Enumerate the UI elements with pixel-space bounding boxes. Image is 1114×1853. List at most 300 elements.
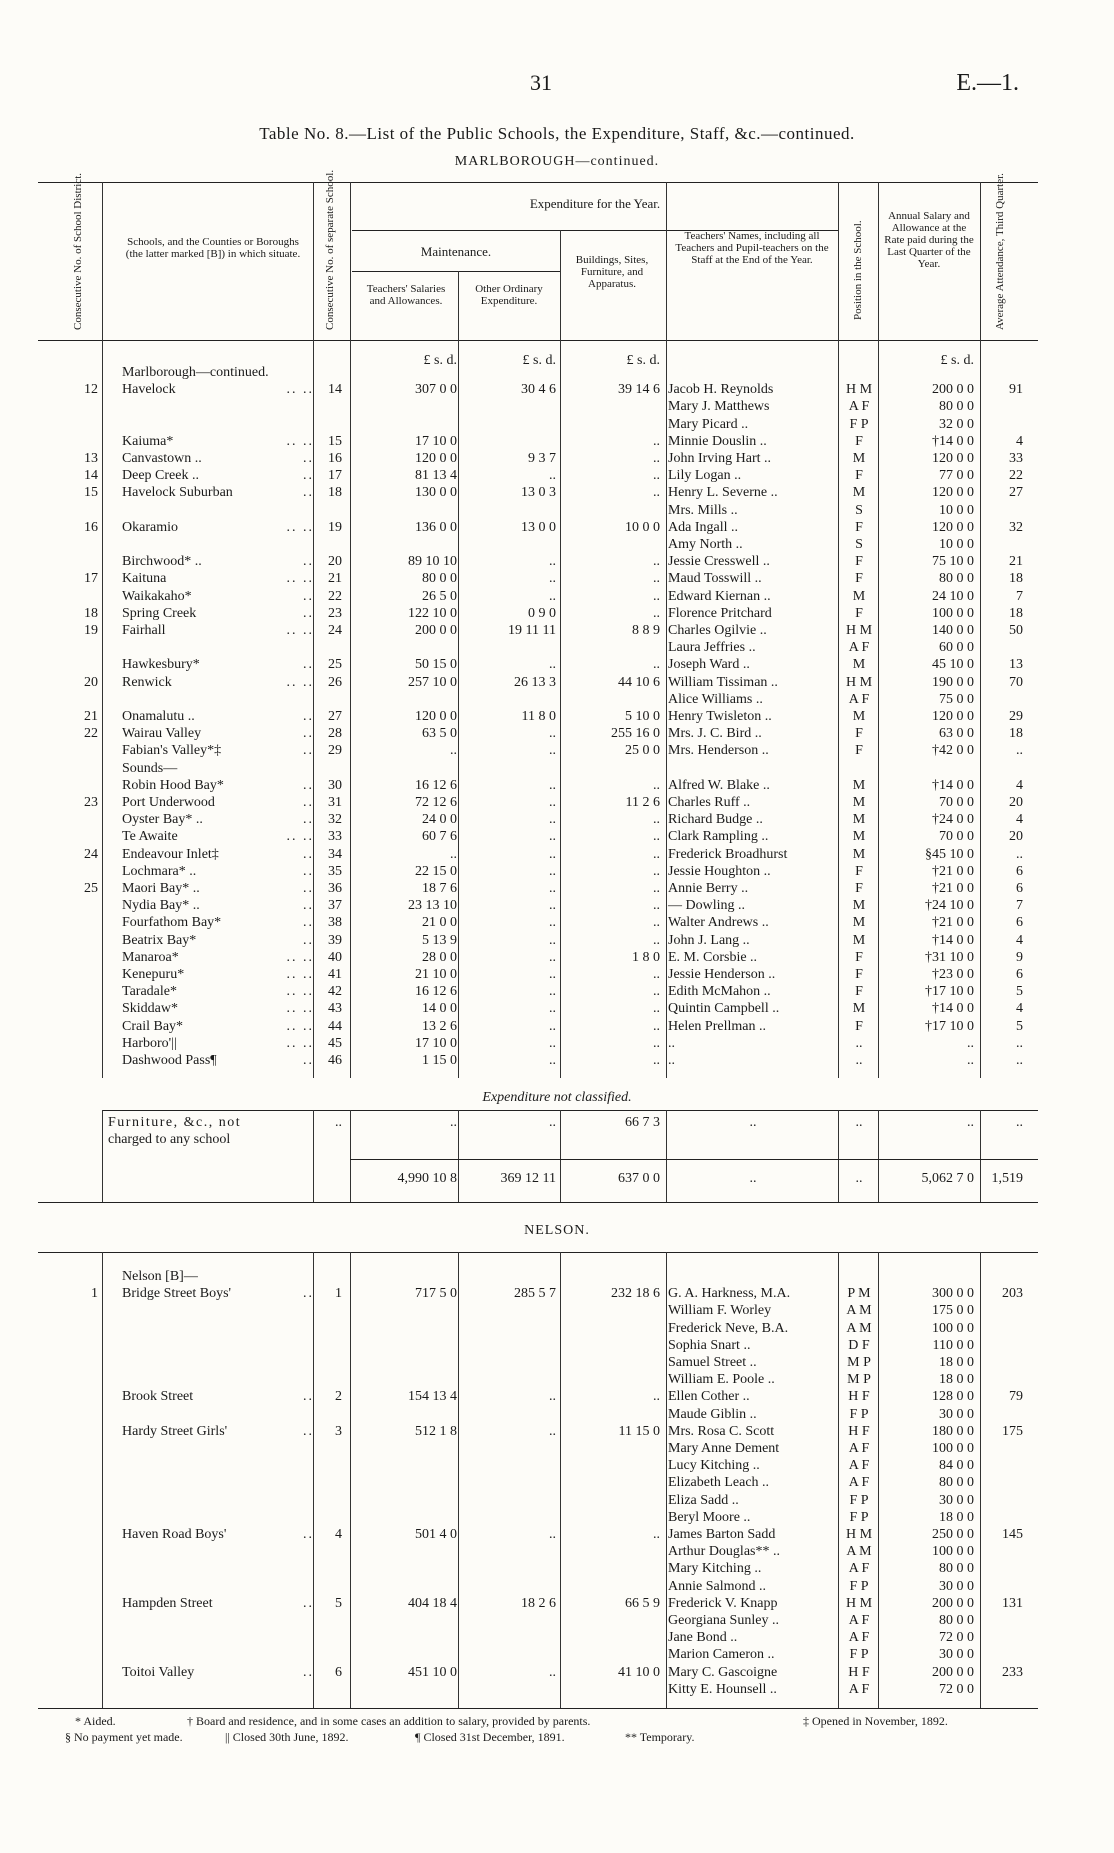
- position: A F: [848, 1681, 870, 1697]
- table-row: [0, 880, 1114, 897]
- school-name: Skiddaw*: [122, 1001, 178, 1017]
- school-no: 44: [328, 1018, 342, 1034]
- buildings-expenditure: ..: [653, 468, 660, 484]
- other-expenditure: ..: [549, 1053, 556, 1068]
- other-expenditure: 285 5 7: [514, 1286, 556, 1302]
- average-attendance: 6: [1016, 881, 1023, 896]
- school-no: 34: [328, 846, 342, 862]
- teacher-name: William Tissiman ..: [668, 674, 778, 690]
- furniture-buildings: 66 7 3: [625, 1115, 660, 1130]
- teacher-name: Jessie Henderson ..: [668, 967, 776, 982]
- buildings-expenditure: ..: [653, 812, 660, 828]
- annual-salary: 100 0 0: [932, 1320, 974, 1336]
- table-row: [0, 1052, 1114, 1069]
- teachers-salaries: ..: [450, 743, 457, 759]
- leader-dots: .. ..: [286, 382, 314, 398]
- header-annual-salary: Annual Salary and Allowance at the Rate paid during the Last Quarter of the Year.: [884, 210, 974, 270]
- teacher-name: Laura Jeffries ..: [668, 640, 756, 656]
- annual-salary: 100 0 0: [932, 1544, 974, 1560]
- leader-dots: .. ..: [286, 571, 314, 587]
- school-no: 2: [335, 1389, 342, 1405]
- annual-salary: 18 0 0: [939, 1355, 974, 1370]
- position: A F: [848, 1613, 870, 1628]
- average-attendance: ..: [1016, 846, 1023, 862]
- annual-salary: 100 0 0: [932, 605, 974, 621]
- school-name: Bridge Street Boys': [122, 1286, 232, 1302]
- school-name: Manaroa*: [122, 949, 179, 965]
- position: M: [852, 588, 866, 604]
- teacher-name: Jane Bond ..: [668, 1630, 738, 1646]
- buildings-expenditure: 39 14 6: [618, 382, 660, 398]
- teacher-name: William F. Worley: [668, 1303, 772, 1319]
- teacher-name: Amy North ..: [668, 537, 743, 552]
- table-row: [0, 983, 1114, 1000]
- not-classified-caption: Expenditure not classified.: [482, 1090, 632, 1105]
- teacher-name: Helen Prellman ..: [668, 1018, 766, 1034]
- position: A F: [848, 1475, 870, 1491]
- header-schools: Schools, and the Counties or Boroughs (the latter marked [B]) in which situate.: [125, 236, 301, 260]
- annual-salary: †31 10 0: [925, 949, 974, 965]
- table-row: [0, 1285, 1114, 1302]
- annual-salary: 80 0 0: [939, 399, 974, 415]
- other-expenditure: ..: [549, 571, 556, 587]
- leader-dots: .. ..: [286, 829, 314, 845]
- buildings-expenditure: ..: [653, 898, 660, 914]
- other-expenditure: ..: [549, 863, 556, 879]
- school-no: 45: [328, 1035, 342, 1051]
- annual-salary: 70 0 0: [939, 795, 974, 810]
- teacher-name: Mary Anne Dement: [668, 1441, 780, 1456]
- district-no: 21: [84, 709, 98, 724]
- leader-dots: .. ..: [286, 1035, 314, 1051]
- annual-salary: 63 0 0: [939, 726, 974, 742]
- annual-salary: †42 0 0: [932, 743, 974, 759]
- school-name: Hardy Street Girls': [122, 1423, 228, 1439]
- annual-salary: 72 0 0: [939, 1681, 974, 1697]
- other-expenditure: 26 13 3: [514, 674, 556, 690]
- position: A F: [848, 1458, 870, 1474]
- school-no: 40: [328, 949, 342, 965]
- school-no: 23: [328, 605, 342, 621]
- school-no: 6: [335, 1664, 342, 1680]
- school-no: 39: [328, 932, 342, 948]
- school-no: 25: [328, 657, 342, 673]
- school-no: 27: [328, 709, 342, 724]
- position: M: [852, 657, 866, 673]
- average-attendance: 13: [1009, 657, 1023, 673]
- table-row: [0, 1474, 1114, 1491]
- teachers-salaries: 14 0 0: [422, 1001, 457, 1017]
- annual-salary: †21 0 0: [932, 881, 974, 896]
- table-row: [0, 484, 1114, 501]
- table-row: [0, 949, 1114, 966]
- leader-dots: ..: [303, 881, 314, 896]
- leader-dots: .. ..: [286, 1018, 314, 1034]
- teachers-salaries: 50 15 0: [415, 657, 457, 673]
- school-no: 30: [328, 777, 342, 793]
- annual-salary: ..: [967, 1035, 974, 1051]
- district-no: 22: [84, 726, 98, 742]
- teacher-name: Frederick Broadhurst: [668, 846, 788, 862]
- school-no: 43: [328, 1001, 342, 1017]
- school-name: Maori Bay* ..: [122, 881, 200, 896]
- buildings-expenditure: ..: [653, 485, 660, 501]
- furniture-row-2: [0, 1131, 1114, 1148]
- teacher-name: G. A. Harkness, M.A.: [668, 1286, 791, 1302]
- annual-salary: 140 0 0: [932, 623, 974, 638]
- average-attendance: 32: [1009, 519, 1023, 535]
- header-expenditure: Expenditure for the Year.: [529, 196, 661, 211]
- teachers-salaries: 89 10 10: [408, 554, 457, 570]
- table-row: [0, 725, 1114, 742]
- other-expenditure: ..: [549, 846, 556, 862]
- table-row: [0, 1646, 1114, 1663]
- annual-salary: 180 0 0: [932, 1423, 974, 1439]
- average-attendance: 6: [1016, 967, 1023, 982]
- average-attendance: 18: [1009, 605, 1023, 621]
- average-attendance: 79: [1009, 1389, 1023, 1405]
- other-expenditure: 9 3 7: [528, 451, 556, 466]
- position: F: [855, 967, 863, 982]
- school-name: Oyster Bay* ..: [122, 812, 203, 828]
- average-attendance: 50: [1009, 623, 1023, 638]
- annual-salary: †24 0 0: [932, 812, 974, 828]
- leader-dots: .. ..: [286, 433, 314, 449]
- table-row: [0, 502, 1114, 519]
- table-row: [0, 1681, 1114, 1698]
- school-name: Hawkesbury*: [122, 657, 200, 673]
- position: F P: [849, 1509, 869, 1525]
- district-no: 19: [84, 623, 98, 638]
- teacher-name: Ellen Cother ..: [668, 1389, 750, 1405]
- annual-salary: 128 0 0: [932, 1389, 974, 1405]
- annual-salary: 120 0 0: [932, 485, 974, 501]
- teacher-name: Mrs. Mills ..: [668, 502, 738, 518]
- school-name: Haven Road Boys': [122, 1527, 227, 1542]
- total-teacher: ..: [749, 1171, 757, 1186]
- page-number: 31: [530, 70, 552, 95]
- leader-dots: ..: [303, 451, 314, 466]
- annual-salary: 10 0 0: [939, 537, 974, 552]
- other-expenditure: ..: [549, 554, 556, 570]
- furniture-label-1: Furniture, &c., not: [108, 1115, 242, 1130]
- average-attendance: ..: [1016, 1053, 1023, 1068]
- buildings-expenditure: 11 2 6: [625, 795, 660, 810]
- teacher-name: John J. Lang ..: [668, 932, 750, 948]
- school-name: Nydia Bay* ..: [122, 898, 200, 914]
- leader-dots: ..: [303, 932, 314, 948]
- annual-salary: 24 10 0: [932, 588, 974, 604]
- position: A M: [846, 1303, 872, 1319]
- annual-salary: 30 0 0: [939, 1578, 974, 1594]
- leader-dots: ..: [303, 554, 314, 570]
- teacher-name: Henry L. Severne ..: [668, 485, 778, 501]
- other-expenditure: ..: [549, 915, 556, 931]
- footnote-board: † Board and residence, and in some cases an addition to salary, provided by parents.: [187, 1714, 591, 1728]
- school-name: Waikakaho*: [122, 588, 192, 604]
- teacher-name: Minnie Douslin ..: [668, 433, 767, 449]
- district-no: 20: [84, 674, 98, 690]
- school-no: 31: [328, 795, 342, 810]
- position: M P: [847, 1372, 871, 1388]
- furniture-row: [0, 1114, 1114, 1131]
- buildings-expenditure: 44 10 6: [618, 674, 660, 690]
- table-row: [0, 1526, 1114, 1543]
- header-position: Position in the School.: [852, 220, 864, 320]
- other-expenditure: ..: [549, 1001, 556, 1017]
- table-row: [0, 1492, 1114, 1509]
- school-name: Onamalutu ..: [122, 709, 195, 724]
- annual-salary: †14 0 0: [932, 777, 974, 793]
- school-no: 20: [328, 554, 342, 570]
- table-row: [0, 605, 1114, 622]
- position: M: [852, 777, 866, 793]
- teacher-name: Frederick Neve, B.A.: [668, 1320, 789, 1336]
- totals-row: [0, 1170, 1114, 1187]
- table-row: [0, 1320, 1114, 1337]
- other-expenditure: 0 9 0: [528, 605, 556, 621]
- school-no: 36: [328, 881, 342, 896]
- position: F: [855, 605, 863, 621]
- school-no: 16: [328, 451, 342, 466]
- teacher-name: Richard Budge ..: [668, 812, 763, 828]
- position: M: [852, 795, 866, 810]
- annual-salary: 18 0 0: [939, 1372, 974, 1388]
- school-name: Birchwood* ..: [122, 554, 202, 570]
- leader-dots: ..: [303, 1286, 314, 1302]
- position: A F: [848, 399, 870, 415]
- furniture-label-2: charged to any school: [108, 1132, 231, 1147]
- other-expenditure: ..: [549, 743, 556, 759]
- table-row: [0, 1302, 1114, 1319]
- teacher-name: Jessie Cresswell ..: [668, 554, 770, 570]
- average-attendance: 27: [1009, 485, 1023, 501]
- buildings-expenditure: ..: [653, 984, 660, 1000]
- position: F P: [849, 1578, 869, 1594]
- school-name: Dashwood Pass¶: [122, 1053, 217, 1068]
- average-attendance: 7: [1016, 898, 1023, 914]
- other-expenditure: ..: [549, 932, 556, 948]
- table-row: [0, 1629, 1114, 1646]
- position: S: [855, 537, 863, 552]
- other-expenditure: ..: [549, 1018, 556, 1034]
- table-row: [0, 416, 1114, 433]
- currency-header: £ s. d.: [423, 353, 457, 368]
- table-row: [0, 639, 1114, 656]
- teacher-name: Mary C. Gascoigne: [668, 1664, 778, 1680]
- table-row: [0, 932, 1114, 949]
- annual-salary: 120 0 0: [932, 709, 974, 724]
- table-row: [0, 519, 1114, 536]
- other-expenditure: ..: [549, 881, 556, 896]
- annual-salary: 75 10 0: [932, 554, 974, 570]
- buildings-expenditure: 5 10 0: [625, 709, 660, 724]
- school-name: Deep Creek ..: [122, 468, 199, 484]
- position: H M: [845, 1595, 873, 1611]
- district-no: 15: [84, 485, 98, 501]
- leader-dots: .. ..: [286, 623, 314, 638]
- buildings-expenditure: ..: [653, 657, 660, 673]
- table-title: Table No. 8.—List of the Public Schools, the Expenditure, Staff, &c.—continued.: [259, 124, 855, 143]
- average-attendance: 7: [1016, 588, 1023, 604]
- other-expenditure: ..: [549, 795, 556, 810]
- annual-salary: 32 0 0: [939, 416, 974, 432]
- teachers-salaries: 154 13 4: [408, 1389, 457, 1405]
- teacher-name: James Barton Sadd: [668, 1527, 776, 1542]
- total-avg: 1,519: [991, 1171, 1023, 1186]
- teacher-name: Maude Giblin ..: [668, 1406, 757, 1422]
- annual-salary: 45 10 0: [932, 657, 974, 673]
- annual-salary: 250 0 0: [932, 1527, 974, 1542]
- buildings-expenditure: ..: [653, 967, 660, 982]
- furniture-other: ..: [549, 1115, 556, 1130]
- table-row: [0, 553, 1114, 570]
- teacher-name: William E. Poole ..: [668, 1372, 775, 1388]
- teacher-name: Joseph Ward ..: [668, 657, 750, 673]
- leader-dots: .. ..: [286, 984, 314, 1000]
- annual-salary: †21 0 0: [932, 863, 974, 879]
- annual-salary: 84 0 0: [939, 1458, 974, 1474]
- teachers-salaries: 120 0 0: [415, 451, 457, 466]
- furniture-annual: ..: [967, 1115, 974, 1130]
- school-name: Sounds—: [122, 760, 178, 776]
- school-no: 17: [328, 468, 342, 484]
- teachers-salaries: 1 15 0: [422, 1053, 457, 1068]
- footnote-no-payment: § No payment yet made.: [65, 1730, 183, 1744]
- table-row: [0, 381, 1114, 398]
- teacher-name: Edward Kiernan ..: [668, 588, 771, 604]
- annual-salary: 75 0 0: [939, 691, 974, 707]
- school-name: Renwick: [122, 674, 172, 690]
- table-row: [0, 1406, 1114, 1423]
- teachers-salaries: 18 7 6: [422, 881, 457, 896]
- position: D F: [848, 1337, 870, 1353]
- district-no: 25: [84, 881, 98, 896]
- buildings-expenditure: ..: [653, 932, 660, 948]
- leader-dots: ..: [303, 468, 314, 484]
- annual-salary: 110 0 0: [932, 1337, 974, 1353]
- position: F: [855, 571, 863, 587]
- position: F P: [849, 1406, 869, 1422]
- average-attendance: 6: [1016, 915, 1023, 931]
- school-no: 28: [328, 726, 342, 742]
- school-name: Nelson [B]—: [122, 1269, 198, 1284]
- table-row: [0, 536, 1114, 553]
- position: F: [855, 468, 863, 484]
- table-row: [0, 1612, 1114, 1629]
- annual-salary: 200 0 0: [932, 1664, 974, 1680]
- teacher-name: — Dowling ..: [668, 898, 745, 914]
- district-no: 13: [84, 451, 98, 466]
- total-salaries: 4,990 10 8: [397, 1171, 457, 1186]
- other-expenditure: ..: [549, 812, 556, 828]
- annual-salary: †24 10 0: [925, 898, 974, 914]
- school-no: 5: [335, 1595, 342, 1611]
- annual-salary: 80 0 0: [939, 1475, 974, 1491]
- position: M: [852, 932, 866, 948]
- average-attendance: 33: [1009, 451, 1023, 466]
- position: A F: [848, 1630, 870, 1646]
- teachers-salaries: 501 4 0: [415, 1527, 457, 1542]
- teachers-salaries: ..: [450, 846, 457, 862]
- average-attendance: 6: [1016, 863, 1023, 879]
- teacher-name: Lily Logan ..: [668, 468, 742, 484]
- total-annual: 5,062 7 0: [921, 1171, 974, 1186]
- teacher-name: Mrs. Henderson ..: [668, 743, 769, 759]
- district-no: 23: [84, 795, 98, 810]
- teacher-name: Mary J. Matthews: [668, 399, 770, 415]
- average-attendance: 4: [1016, 932, 1023, 948]
- furniture-school-no: ..: [335, 1115, 342, 1130]
- annual-salary: †23 0 0: [932, 967, 974, 982]
- teachers-salaries: 22 15 0: [415, 863, 457, 879]
- table-row: [0, 742, 1114, 759]
- annual-salary: 18 0 0: [939, 1509, 974, 1525]
- district-no: 12: [84, 382, 98, 398]
- table-row: [0, 708, 1114, 725]
- annual-salary: 10 0 0: [939, 502, 974, 518]
- other-expenditure: ..: [549, 898, 556, 914]
- teacher-name: E. M. Corsbie ..: [668, 949, 758, 965]
- teachers-salaries: 28 0 0: [422, 949, 457, 965]
- teacher-name: Jacob H. Reynolds: [668, 382, 774, 398]
- teachers-salaries: 23 13 10: [408, 898, 457, 914]
- leader-dots: .. ..: [286, 967, 314, 982]
- annual-salary: 100 0 0: [932, 1441, 974, 1456]
- teacher-name: Alice Williams ..: [668, 691, 763, 707]
- table-row: [0, 846, 1114, 863]
- teacher-name: Mary Picard ..: [668, 416, 749, 432]
- table-row: [0, 1509, 1114, 1526]
- teachers-salaries: 81 13 4: [415, 468, 457, 484]
- position: F: [855, 881, 863, 896]
- position: H F: [848, 1389, 870, 1405]
- other-expenditure: 30 4 6: [521, 382, 556, 398]
- district-no: 18: [84, 605, 98, 621]
- other-expenditure: 13 0 3: [521, 485, 556, 501]
- school-name: Marlborough—continued.: [122, 365, 269, 380]
- buildings-expenditure: ..: [653, 554, 660, 570]
- annual-salary: 120 0 0: [932, 451, 974, 466]
- annual-salary: 80 0 0: [939, 1613, 974, 1628]
- district-no: 24: [84, 846, 98, 862]
- header-other-expenditure: Other Ordinary Expenditure.: [475, 283, 543, 307]
- table-row: [0, 622, 1114, 639]
- annual-salary: §45 10 0: [925, 846, 974, 862]
- position: H M: [845, 674, 873, 690]
- furniture-avg: ..: [1016, 1115, 1023, 1130]
- buildings-expenditure: 255 16 0: [611, 726, 660, 742]
- school-name: Fourfathom Bay*: [122, 915, 222, 931]
- buildings-expenditure: ..: [653, 1053, 660, 1068]
- teacher-name: Annie Berry ..: [668, 881, 749, 896]
- school-name: Canvastown ..: [122, 451, 202, 466]
- position: ..: [855, 1053, 863, 1068]
- leader-dots: ..: [303, 588, 314, 604]
- teacher-name: Henry Twisleton ..: [668, 709, 772, 724]
- header-teachers-names: Teachers' Names, including all Teachers and Pupil-teachers on the Staff at the End of the Year.: [675, 230, 829, 266]
- teachers-salaries: 120 0 0: [415, 709, 457, 724]
- header-buildings: Buildings, Sites, Furniture, and Apparatus.: [575, 254, 649, 290]
- other-expenditure: ..: [549, 1664, 556, 1680]
- table-row: [0, 1018, 1114, 1035]
- other-expenditure: ..: [549, 1423, 556, 1439]
- average-attendance: 29: [1009, 709, 1023, 724]
- position: M: [852, 846, 866, 862]
- buildings-expenditure: 1 8 0: [632, 949, 660, 965]
- table-row: [0, 1268, 1114, 1285]
- school-name: Beatrix Bay*: [122, 932, 197, 948]
